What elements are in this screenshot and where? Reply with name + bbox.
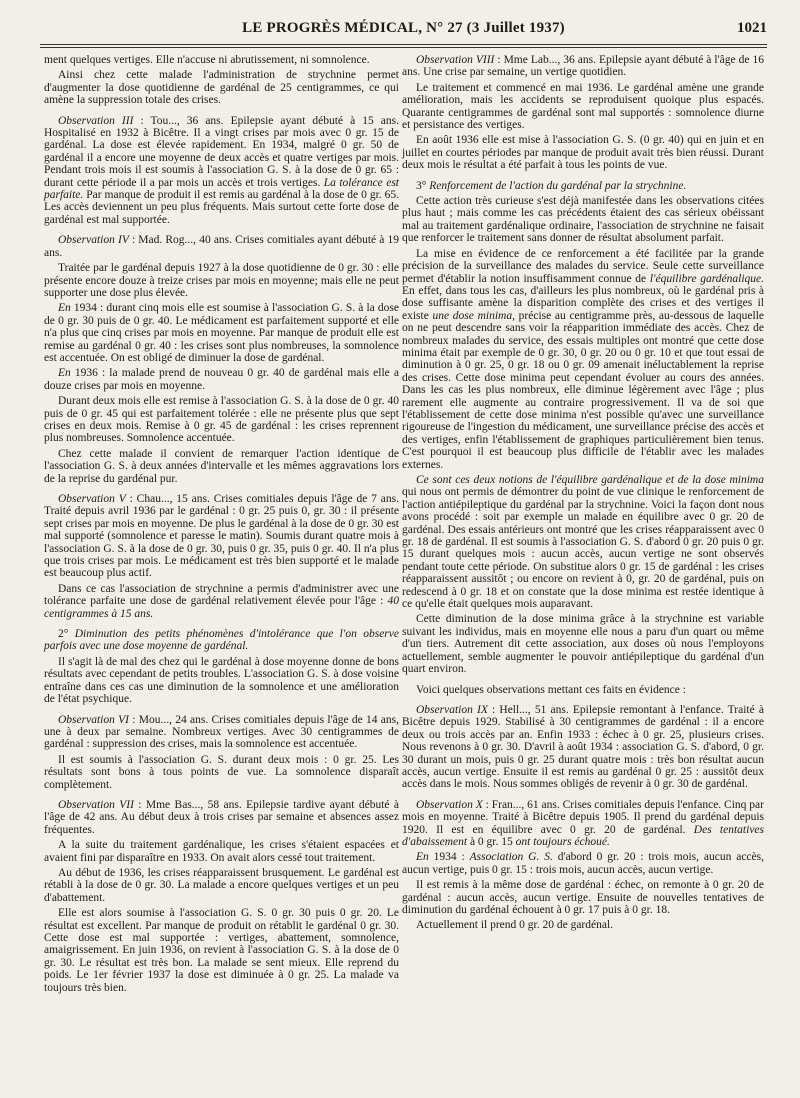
observation-label: Observation IV [58, 234, 129, 247]
section-title: Renforcement de l'action du gardénal par la strychnine. [429, 179, 687, 192]
observation-label: Observation VII [58, 798, 134, 811]
observation-4 [44, 234, 399, 259]
observation-text: : Chau..., 15 ans. Crises comitiales depuis l'âge de 7 ans. Traité depuis avril 1936 par le gardénal : 0 gr. 25 puis 0, gr. 30 : il présente sept crises par mois en moyenne. De plus le gardénal à la dose de 0 gr. 30 est mal supporté (somnolence et paresse le matin). Soumis durant quatre mois à l'association G. S. à la dose de 0 gr. 30, puis 0 gr. 35, puis 0 gr. 40. Il n'a plus que trois crises par mois. Le médicament est très bien supporté et le malade est beaucoup plus actif. [44, 493, 399, 580]
observation-label: Observation VIII [416, 54, 495, 66]
observation-text: : Tou..., 36 ans. Epilepsie ayant débuté à 15 ans. Hospitalisé en 1932 à Bicêtre. Il a vingt crises par mois avec 0 gr. 15 de gardénal. La dose est élevée rapidement. En 1934, malgré 0 gr. 50 de gardénal il a encore une moyenne de deux accès et quatre vertiges par mois. Pendant trois mois il est soumis à l'association G. S. à la dose de 0 gr. 65 : durant cette période il a par mois un accès et trois vertiges. [44, 114, 400, 189]
observation-9 [402, 704, 764, 791]
paragraph: Il est remis à la même dose de gardénal : échec, on remonte à 0 gr. 20 de gardénal : aucun accès, aucun vertige. Ensuite de nouvelles tentatives de diminution du gardénal échouent à 0 gr. 17 puis à 0 gr. 18. [402, 879, 764, 916]
paragraph-text: 1934 : durant cinq mois elle est soumise à l'association G. S. à la dose de 0 gr. 30 puis de 0 gr. 40. Le médicament est parfaitement supporté et elle n'a plus que cinq crises par mois en moyenne. Par manque de produit elle est remise au gardénal 0 gr. 40 : les crises sont plus nombreuses, la somnolence est accentuée. On est obligé de diminuer la dose de gardénal. [44, 302, 399, 364]
paragraph: Elle est alors soumise à l'association G. S. 0 gr. 30 puis 0 gr. 20. Le résultat est excellent. Par manque de produit on rétablit le gardénal 0 gr. 30. Cette dose est mal supportée : vertiges, abattement, somnolence, amaigrissement. En juin 1936, on revient à l'association G. S. à la dose de 0 gr. 30. Le résultat est très bon. La malade se sent mieux. Elle reprend du poids. Le 1er février 1937 la dose est diminuée à 0 gr. 25. La malade va toujours très bien. [44, 907, 399, 994]
observation-6 [44, 714, 399, 751]
paragraph: Chez cette malade il convient de remarquer l'action identique de l'association G. S. à deux années d'intervalle et les mêmes aggravations lors de la reprise du gardénal pur. [44, 447, 399, 485]
paragraph-text: En effet, dans tous les cas, d'ailleurs les plus nombreux, où le gardénal pris à dose suffisante amène la disparition complète des crises et des vertiges il existe [402, 284, 764, 322]
paragraph: A la suite du traitement gardénalique, les crises s'étaient espacées et avaient fini par disparaître en 1933. On avait alors cessé tout traitement. [44, 839, 399, 864]
paragraph-text: 1936 : la malade prend de nouveau 0 gr. 40 de gardénal mais elle a douze crises par mois en moyenne. [44, 367, 399, 392]
left-column [44, 54, 399, 997]
page-number: 1021 [737, 20, 767, 36]
emphasis-text: Association G. S. [469, 851, 553, 864]
observation-text: : Mad. Rog..., 40 ans. Crises comitiales ayant débuté à 19 ans. [44, 234, 399, 259]
emphasis-text: ont toujours échoué. [515, 835, 610, 848]
paragraph: Il est soumis à l'association G. S. durant deux mois : 0 gr. 25. Les résultats sont bons à tous points de vue. La somnolence disparaît complètement. [44, 753, 399, 791]
emphasis-text: Ce sont ces deux notions de l'équilibre gardénalique et de la dose minima [416, 474, 764, 486]
observation-label: Observation VI [58, 713, 129, 726]
observation-label: Observation X [416, 798, 483, 811]
right-column [402, 54, 764, 935]
observation-3 [44, 115, 399, 227]
paragraph: Actuellement il prend 0 gr. 20 de gardénal. [416, 919, 614, 932]
emphasis-text: Des tentatives d'abaissement [402, 823, 764, 848]
observation-text: : Fran..., 61 ans. Crises comitiales depuis l'enfance. Cinq par mois en moyenne. Traité à Bicêtre depuis 1905. Il prend du gardénal depuis 1920. Il est en équilibre avec 0 gr. 20 de gardénal. [402, 798, 764, 836]
emphasis-text: En [416, 851, 429, 864]
header-rule-bottom [40, 47, 767, 48]
observation-text: : Mme Bas..., 58 ans. Epilepsie tardive ayant débuté à l'âge de 42 ans. Au début deux à trois crises par semaine et absences assez fréquentes. [44, 798, 399, 836]
observation-text: : Hell..., 51 ans. Epilepsie remontant à l'enfance. Traité à Bicêtre depuis 1929. Stabilisé à 30 centigrammes de gardénal : il a encore deux ou trois accès par an. Enfin 1933 : échec à 0 gr. 25, plusieurs crises. Nous revenons à 0 gr. 30. D'avril à août 1934 : association G. S. d'abord, 0 gr. 30 durant un mois, puis 0 gr. 25 durant quatre mois : très bon résultat aucun accès, aucun vertige. Ensuite il est remis au gardénal 0 gr. 25 : aussitôt deux accès dans le mois. Nous sommes obligés de revenir à 0 gr. 30 de gardénal. [402, 703, 764, 791]
observation-10 [402, 799, 764, 849]
paragraph: Cette diminution de la dose minima grâce à la strychnine est variable suivant les individus, mais en moyenne elle nous a paru d'un quart ou même d'un tiers. Autrement dit cette association, aux doses où nous l'employons actuellement, semble augmenter le pouvoir antiépileptique du gardénal d'un quart environ. [402, 613, 764, 676]
paragraph [402, 851, 764, 876]
emphasis-text: En [58, 367, 71, 380]
paragraph-text: 1934 : [428, 851, 470, 864]
paragraph-text: , précise au centigramme près, au-dessous de laquelle on ne peut descendre sans voir la réapparition immédiate des accès. Chez de nombreux malades du service, des essais multiples ont montré que cette dose minima était par exemple de 0 gr. 30, 0 gr. 20 ou 0 gr. 10 et que tout essai de diminution à 0 gr. 25, 0 gr. 18 ou 0 gr. 09 amenait inéluctablement la reprise des crises. Cette dose minima peut cependant évoluer au cours des années. Dans les cas les plus nombreux, elle diminue légèrement avec l'âge ; plus rarement elle augmente au contraire progressivement. Il va de soi que l'établissement de cette dose minima n'est possible qu'avec une surveillance rigoureuse de l'ingestion du médicament, une surveillance précise des accès et des vertiges, enfin l'établissement de graphiques particulièrement bien tenus. C'est pourquoi il est beaucoup plus difficile de l'établir avec les malades externes. [402, 309, 764, 471]
paragraph-text: La mise en évidence de ce renforcement a été facilitée par la grande précision de la surveillance des malades du service. Seule cette surveillance permet d'établir la notion insuffisamment connue de [402, 247, 764, 285]
observation-7 [44, 799, 399, 836]
paragraph: Ainsi chez cette malade l'administration de strychnine permet d'augmenter la dose quotidienne de gardénal de 25 centigrammes, ce qui amène la suppression totale des crises. [44, 69, 399, 107]
paragraph-text: Dans ce cas l'association de strychnine a permis d'administrer avec une tolérance parfaite une dose de gardénal relativement élevée pour l'âge : [44, 582, 399, 608]
paragraph-text: qui nous ont permis de démontrer du point de vue clinique le renforcement de l'action antiépileptique du gardénal par la strychnine. Voici la façon dont nous avons procédé : soit par exemple un malade en équilibre avec 0 gr. 20 de gardénal. Des essais antérieurs ont montré que les crises réapparaissent avec 0 gr. 18 de gardénal. Il est soumis à l'association G. S. d'abord 0 gr. 20 puis 0 gr. 15 durant quelques mois : aucun accès, aucun vertige ne sont observés pendant toute cette période. On substitue alors 0 gr. 15 de gardénal : les crises réapparaissent aussitôt ; ou encore on revient à 0, gr. 20 de gardénal, puis on redescend à 0 gr. 18 et on constate que la dose minima est restée identique à ce qu'elle était quelques mois auparavant. [402, 486, 764, 611]
observation-text: Par manque de produit il est remis au gardénal à la dose de 0 gr. 65. Les accès deviennent un peu plus fréquents. Mais surtout cette forte dose de gardénal est mal supportée. [44, 189, 399, 226]
paragraph: Durant deux mois elle est remise à l'association G. S. à la dose de 0 gr. 40 puis de 0 gr. 45 qui est parfaitement tolérée : elle ne présente plus que sept crises en deux mois. Remise à 0 gr. 45 de gardénal : les crises reprennent plus nombreuses. Somnolence accentuée. [44, 395, 399, 445]
observation-5 [44, 493, 399, 580]
section-heading-2 [44, 628, 399, 653]
header-rule-top [40, 44, 767, 45]
paragraph: Cette action très curieuse s'est déjà manifestée dans les observations citées plus haut ; mais comme les cas précédents étaient des cas sérieux obéissant mal au traitement gardénalique ordinaire, l'association de strychnine ne faisait que renforcer le traitement sans donner de résultat absolument parfait. [402, 195, 764, 245]
section-number: 3° [416, 179, 430, 192]
section-title: Diminution des petits phénomènes d'intolérance que l'on observe parfois avec une dose moyenne de gardénal. [44, 628, 399, 653]
observation-text: : Mou..., 24 ans. Crises comitiales depuis l'âge de 14 ans, une à deux par semaine. Nombreux vertiges. Avec 30 centigrammes de gardénal : suppression des crises, mais la somnolence est accentuée. [44, 713, 399, 751]
emphasis-text: La tolérance est parfaite. [44, 176, 399, 202]
paragraph: Au début de 1936, les crises réapparaissent brusquement. Le gardénal est rétabli à la dose de 0 gr. 30. La malade a encore quelques vertiges et un peu d'abattement. [44, 866, 399, 904]
paragraph [44, 302, 399, 364]
observation-label: Observation III [58, 114, 134, 127]
section-heading-3 [402, 180, 764, 192]
emphasis-text: En [58, 302, 71, 315]
paragraph [402, 248, 764, 471]
observation-8 [402, 54, 764, 79]
paragraph: Il s'agit là de mal des chez qui le gardénal à dose moyenne donne de bons résultats avec cependant de petits troubles. L'association G. S. à dose voisine entraîne dans ces cas une diminution de la somnolence et une amélioration de l'état psychique. [44, 655, 399, 706]
journal-title: LE PROGRÈS MÉDICAL, N° 27 (3 Juillet 1937) [242, 20, 565, 36]
paragraph: Traitée par le gardénal depuis 1927 à la dose quotidienne de 0 gr. 30 : elle présente encore douze à treize crises par mois en moyenne; mais elle ne peut supporter une dose plus élevée. [44, 262, 399, 299]
observation-text: : Mme Lab..., 36 ans. Epilepsie ayant débuté à l'âge de 16 ans. Une crise par semaine, un vertige quotidien. [402, 54, 764, 79]
paragraph [44, 583, 399, 620]
observation-label: Observation V [58, 493, 126, 505]
paragraph [44, 367, 399, 392]
paragraph: Voici quelques observations mettant ces faits en évidence : [416, 683, 686, 696]
paragraph-text: d'abord 0 gr. 20 : trois mois, aucun accès, aucun vertige, puis 0 gr. 15 : trois mois, aucun accès, aucun vertige. [402, 851, 764, 876]
section-number: 2° [58, 628, 75, 641]
paragraph: En août 1936 elle est mise à l'association G. S. (0 gr. 40) qui en juin et en juillet en courtes périodes par manque de produit avait très bien réussi. Durant deux mois le résultat a été parfait à tous les points de vue. [402, 134, 764, 172]
emphasis-text: une dose minima [432, 309, 513, 322]
observation-label: Observation IX [416, 703, 488, 716]
emphasis-text: l'équilibre gardénalique. [649, 272, 764, 285]
emphasis-text: 40 centigrammes à 15 ans. [44, 595, 399, 620]
paragraph [402, 474, 764, 610]
running-header [40, 20, 767, 42]
paragraph: ment quelques vertiges. Elle n'accuse ni abrutissement, ni somnolence. [44, 54, 370, 66]
observation-text: à 0 gr. 15 [467, 835, 516, 848]
paragraph: Le traitement et commencé en mai 1936. Le gardénal amène une grande amélioration, mais les accidents se reproduisent quoique plus espacés. Quarante centigrammes de gardénal sont mal supportés : somnolence diurne et persistance des vertiges. [402, 81, 764, 132]
